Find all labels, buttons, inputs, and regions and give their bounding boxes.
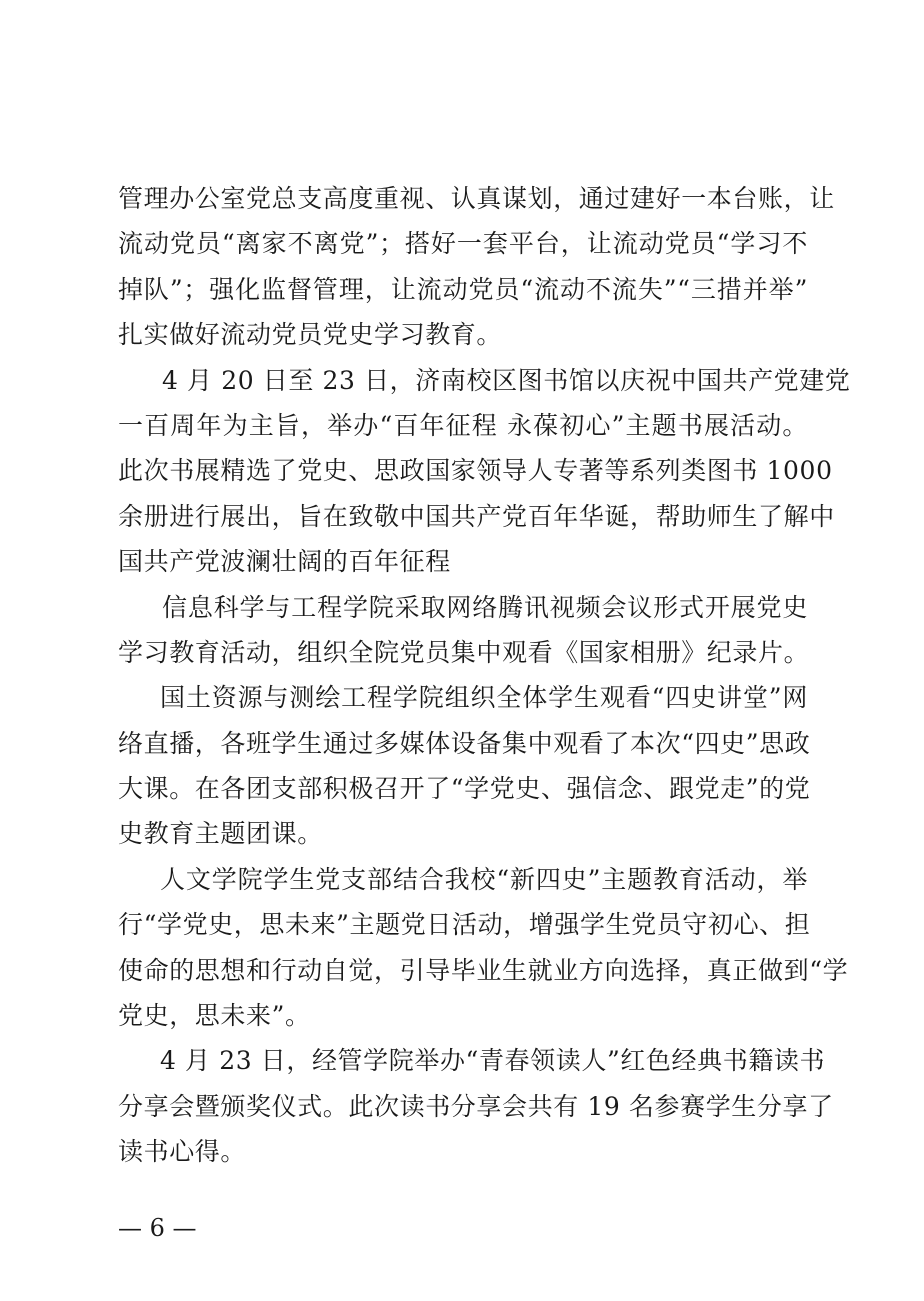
text-line: 史教育主题团课。 (118, 819, 323, 849)
text-line: 使命的思想和行动自觉，引导毕业生就业方向选择，真正做到“学 (118, 955, 849, 985)
paragraph-5 (118, 857, 849, 1039)
paragraph-3 (118, 585, 808, 676)
paragraph-1 (118, 176, 835, 358)
paragraph-4 (118, 675, 811, 857)
text-line: 掉队”；强化监督管理，让流动党员“流动不流失”“三措并举” (118, 274, 808, 304)
text-line: 此次书展精选了党史、思政国家领导人专著等系列类图书 1000 (118, 456, 833, 486)
text-line: 国土资源与测绘工程学院组织全体学生观看“四史讲堂”网 (160, 683, 808, 713)
text-line: 国共产党波澜壮阔的百年征程 (118, 547, 451, 577)
text-line: 分享会暨颁奖仪式。此次读书分享会共有 19 名参赛学生分享了 (118, 1091, 834, 1121)
text-line: 读书心得。 (118, 1137, 247, 1167)
text-line: 行“学党史，思未来”主题党日活动，增强学生党员守初心、担 (118, 910, 811, 940)
text-line: 扎实做好流动党员党史学习教育。 (118, 320, 503, 350)
text-line: 一百周年为主旨，举办“百年征程 永葆初心”主题书展活动。 (118, 410, 808, 440)
text-line: 信息科学与工程学院采取网络腾讯视频会议形式开展党史 (162, 592, 808, 622)
text-line: 络直播，各班学生通过多媒体设备集中观看了本次“四史”思政 (118, 728, 811, 758)
document-body (118, 176, 851, 1175)
text-line: 余册进行展出，旨在致敬中国共产党百年华诞，帮助师生了解中 (118, 501, 835, 531)
text-line: 4 月 23 日，经管学院举办“青春领读人”红色经典书籍读书 (160, 1046, 826, 1076)
text-line: 管理办公室党总支高度重视、认真谋划，通过建好一本台账，让 (118, 184, 835, 213)
text-line: 学习教育活动，组织全院党员集中观看《国家相册》纪录片。 (118, 637, 810, 667)
text-line: 大课。在各团支部积极召开了“学党史、强信念、跟党走”的党 (118, 774, 811, 804)
paragraph-2 (118, 358, 851, 585)
text-line: 流动党员“离家不离党”；搭好一套平台，让流动党员“学习不 (118, 229, 808, 259)
paragraph-6 (118, 1038, 834, 1174)
page-number: — 6 — (118, 1214, 197, 1242)
text-line: 人文学院学生党支部结合我校“新四史”主题教育活动，举 (160, 864, 808, 894)
text-line: 党史，思未来”。 (118, 1001, 311, 1031)
text-line: 4 月 20 日至 23 日，济南校区图书馆以庆祝中国共产党建党 (162, 365, 851, 395)
